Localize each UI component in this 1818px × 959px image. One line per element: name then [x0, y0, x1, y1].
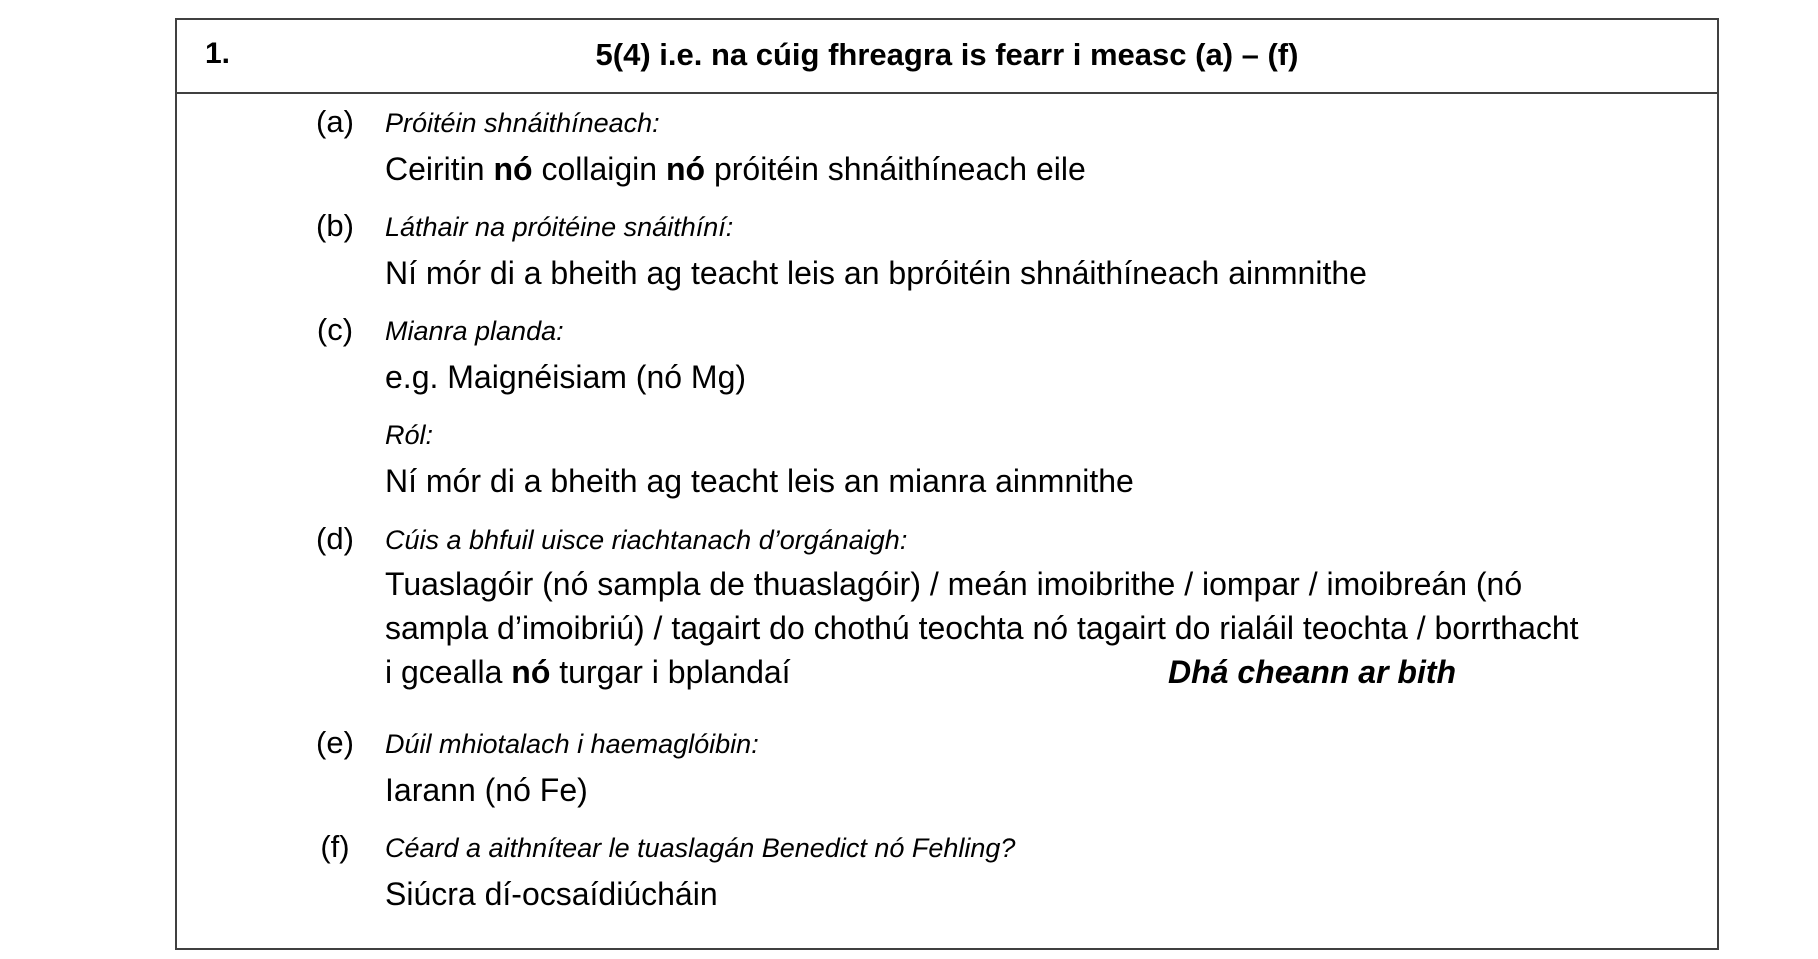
answer-e: Iarann (nó Fe): [385, 772, 588, 808]
part-label-e: (e): [316, 725, 354, 760]
answer-a: [385, 150, 1086, 188]
answer-d-line-2: sampla d’imoibriú) / tagairt do chothú teochta nó tagairt do rialáil teochta / borrthacht: [385, 610, 1579, 646]
answer-a-or-2: nó: [665, 151, 706, 187]
answer-c: e.g. Maignéisiam (nó Mg): [385, 359, 747, 395]
answer-c-role: Ní mór di a bheith ag teacht leis an mianra ainmnithe: [385, 463, 1134, 499]
answer-d-note: Dhá cheann ar bith: [1168, 654, 1457, 690]
question-number: 1.: [205, 37, 231, 70]
question-header: [177, 20, 1717, 94]
answer-f: Siúcra dí-ocsaídiúcháin: [385, 876, 718, 912]
part-label-d: (d): [316, 521, 354, 556]
part-label-f: (f): [320, 829, 350, 864]
prompt-c-role: Ról:: [385, 420, 434, 450]
answer-d-text-1: i gcealla: [385, 654, 512, 690]
prompt-a: Próitéin shnáithíneach:: [385, 108, 660, 138]
question-instruction: 5(4) i.e. na cúig fhreagra is fearr i measc (a) – (f): [595, 37, 1299, 72]
part-label-a: (a): [316, 104, 354, 139]
part-label-b: (b): [316, 208, 354, 243]
answer-a-text-3: próitéin shnáithíneach eile: [705, 151, 1086, 187]
prompt-c: Mianra planda:: [385, 316, 564, 346]
prompt-d: Cúis a bhfuil uisce riachtanach d’orgánaigh:: [385, 525, 908, 555]
answer-a-text-1: Ceiritin: [385, 151, 494, 187]
answer-a-text-2: collaigin: [532, 151, 666, 187]
prompt-b: Láthair na próitéine snáithíní:: [385, 212, 734, 242]
answer-d-line-1: Tuaslagóir (nó sampla de thuaslagóir) / meán imoibrithe / iompar / imoibreán (nó: [385, 566, 1523, 602]
answer-d-line-3: [385, 653, 791, 691]
marking-scheme-table: [175, 18, 1719, 950]
answer-d-text-2: turgar i bplandaí: [550, 654, 791, 690]
part-label-c: (c): [316, 312, 354, 347]
answer-a-or-1: nó: [493, 151, 533, 187]
answer-b: Ní mór di a bheith ag teacht leis an bpróitéin shnáithíneach ainmnithe: [385, 255, 1367, 291]
answer-d-or: nó: [511, 654, 551, 690]
prompt-f: Céard a aithnítear le tuaslagán Benedict nó Fehling?: [385, 833, 1016, 863]
prompt-e: Dúil mhiotalach i haemaglóibin:: [385, 729, 759, 759]
